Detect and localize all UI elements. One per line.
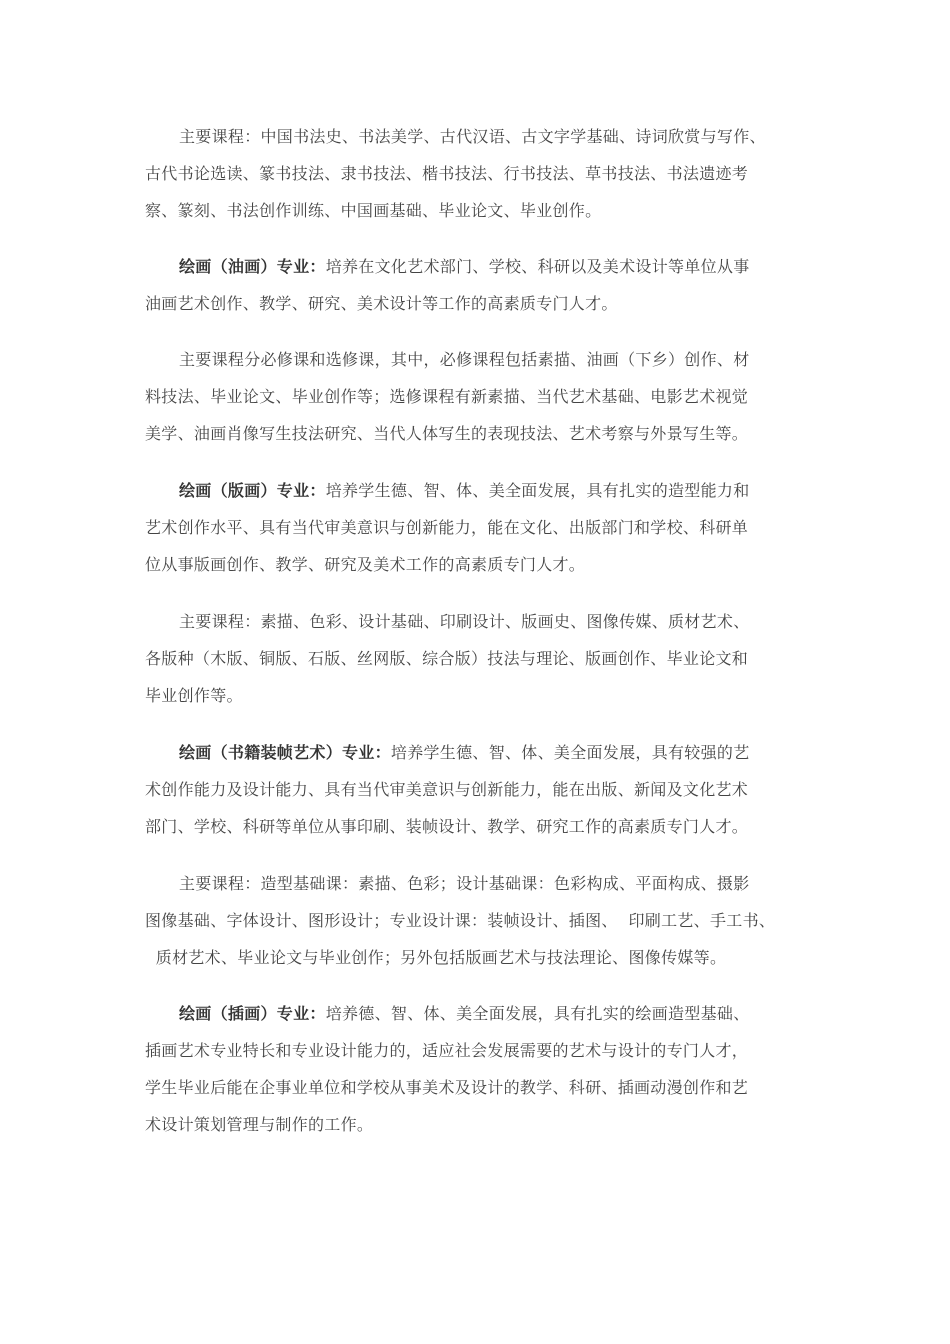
paragraph-line: 主要课程分必修课和选修课，其中，必修课程包括素描、油画（下乡）创作、材 [179,350,750,369]
paragraph-oil-painting-major [145,248,815,322]
paragraph-line: 位从事版画创作、教学、研究及美术工作的高素质专门人才。 [145,555,586,574]
paragraph-line: 主要课程：造型基础课：素描、色彩；设计基础课：色彩构成、平面构成、摄影 [179,874,750,893]
major-heading: 绘画（书籍装帧艺术）专业： [179,743,391,762]
paragraph-line: 主要课程：素描、色彩、设计基础、印刷设计、版画史、图像传媒、质材艺术、 [179,612,750,631]
paragraph-line: 插画艺术专业特长和专业设计能力的，适应社会发展需要的艺术与设计的专门人才， [145,1041,749,1060]
paragraph-text: 培养学生德、智、体、美全面发展，具有较强的艺 [390,743,750,762]
major-heading: 绘画（油画）专业： [179,257,326,276]
paragraph-oil-painting-courses [145,341,815,452]
paragraph-line: 学生毕业后能在企事业单位和学校从事美术及设计的教学、科研、插画动漫创作和艺 [145,1078,749,1097]
paragraph-line: 术设计策划管理与制作的工作。 [145,1115,374,1134]
paragraph-line: 料技法、毕业论文、毕业创作等；选修课程有新素描、当代艺术基础、电影艺术视觉 [145,387,749,406]
paragraph-printmaking-courses [145,603,815,714]
paragraph-line: 古代书论选读、篆书技法、隶书技法、楷书技法、行书技法、草书技法、书法遗迹考 [145,164,749,183]
paragraph-line [145,734,815,771]
paragraph-text: 培养在文化艺术部门、学校、科研以及美术设计等单位从事 [325,257,750,276]
paragraph-book-design-courses [145,865,815,976]
paragraph-line: 主要课程：中国书法史、书法美学、古代汉语、古文字学基础、诗词欣赏与写作、 [179,127,766,146]
paragraph-text: 培养学生德、智、体、美全面发展，具有扎实的造型能力和 [325,481,750,500]
paragraph-text: 培养德、智、体、美全面发展，具有扎实的绘画造型基础、 [325,1004,750,1023]
paragraph-line: 油画艺术创作、教学、研究、美术设计等工作的高素质专门人才。 [145,294,618,313]
paragraph-line: 各版种（木版、铜版、石版、丝网版、综合版）技法与理论、版画创作、毕业论文和 [145,649,749,668]
paragraph-calligraphy-courses [145,118,815,229]
paragraph-line: 部门、学校、科研等单位从事印刷、装帧设计、教学、研究工作的高素质专门人才。 [145,817,749,836]
paragraph-line: 图像基础、字体设计、图形设计；专业设计课：装帧设计、插图、 印刷工艺、手工书、 [145,911,776,930]
paragraph-illustration-major [145,995,815,1143]
major-heading: 绘画（插画）专业： [179,1004,326,1023]
paragraph-book-design-major [145,734,815,845]
paragraph-line: 质材艺术、毕业论文与毕业创作；另外包括版画艺术与技法理论、图像传媒等。 [145,948,727,967]
major-heading: 绘画（版画）专业： [179,481,326,500]
paragraph-line: 美学、油画肖像写生技法研究、当代人体写生的表现技法、艺术考察与外景写生等。 [145,424,749,443]
paragraph-line [145,248,815,285]
paragraph-line [145,472,815,509]
paragraph-line [145,995,815,1032]
paragraph-line: 察、篆刻、书法创作训练、中国画基础、毕业论文、毕业创作。 [145,201,602,220]
paragraph-line: 毕业创作等。 [145,686,243,705]
paragraph-line: 术创作能力及设计能力、具有当代审美意识与创新能力，能在出版、新闻及文化艺术 [145,780,749,799]
paragraph-line: 艺术创作水平、具有当代审美意识与创新能力，能在文化、出版部门和学校、科研单 [145,518,749,537]
paragraph-printmaking-major [145,472,815,583]
